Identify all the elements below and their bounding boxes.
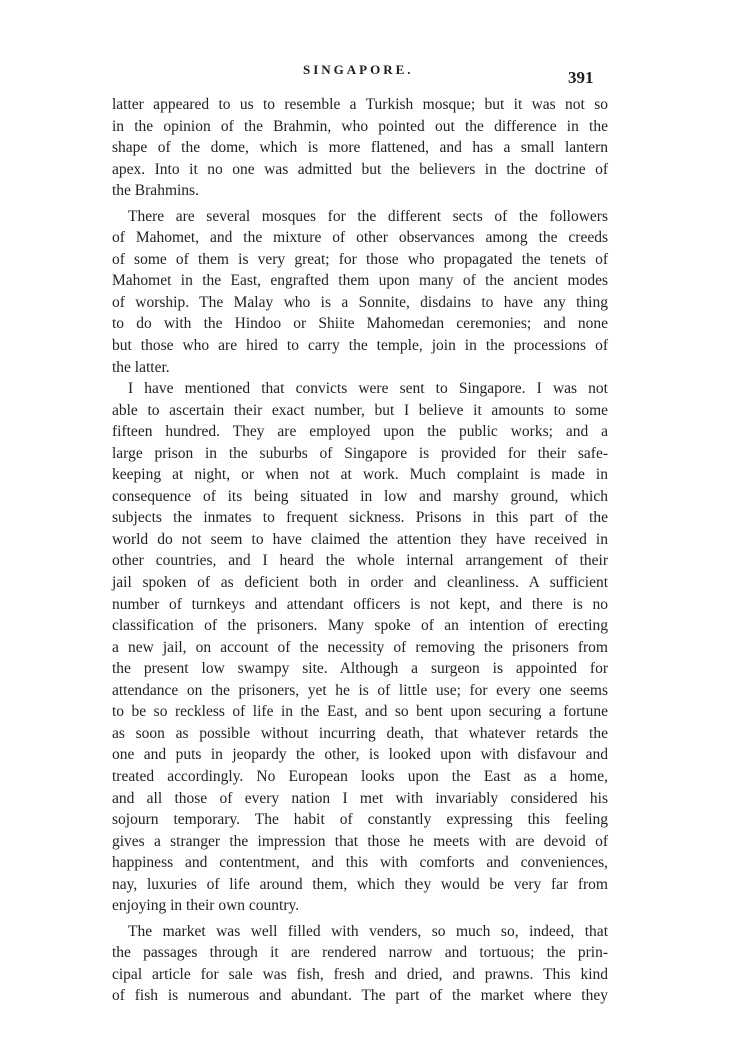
text-line: The market was well filled with venders, so much so, indeed, that bbox=[128, 922, 608, 940]
text-line: shape of the dome, which is more flattened, and has a small lantern bbox=[112, 139, 608, 157]
text-line: gives a stranger the impression that those he meets with are devoid of bbox=[112, 832, 608, 850]
text-line: fifteen hundred. They are employed upon the public works; and a bbox=[112, 423, 608, 441]
text-line: I have mentioned that convicts were sent to Singapore. I was not bbox=[128, 380, 608, 398]
text-line: to be so reckless of life in the East, and so bent upon securing a fortune bbox=[112, 703, 608, 721]
text-line: Mahomet in the East, engrafted them upon many of the ancient modes bbox=[112, 272, 608, 290]
text-line: attendance on the prisoners, yet he is of little use; for every one seems bbox=[112, 681, 608, 699]
text-line: a new jail, on account of the necessity of removing the prisoners from bbox=[112, 638, 608, 656]
text-line: sojourn temporary. The habit of constantly expressing this feeling bbox=[112, 811, 608, 829]
text-line: subjects the inmates to frequent sickness. Prisons in this part of the bbox=[112, 509, 608, 527]
running-title: SINGAPORE. bbox=[303, 62, 414, 77]
text-line: of some of them is very great; for those who propagated the tenets of bbox=[112, 250, 608, 268]
text-line: nay, luxuries of life around them, which they would be very far from bbox=[112, 875, 608, 893]
text-line: as soon as possible without incurring death, that whatever retards the bbox=[112, 724, 608, 742]
text-line: latter appeared to us to resemble a Turkish mosque; but it was not so bbox=[112, 96, 608, 113]
text-line: the passages through it are rendered narrow and tortuous; the prin- bbox=[112, 944, 608, 962]
text-line: of worship. The Malay who is a Sonnite, disdains to have any thing bbox=[112, 293, 608, 311]
text-line: the latter. bbox=[112, 358, 170, 376]
text-line: to do with the Hindoo or Shiite Mahomedan ceremonies; and none bbox=[112, 315, 608, 333]
text-line: one and puts in jeopardy the other, is looked upon with disfavour and bbox=[112, 746, 608, 764]
text-line: of Mahomet, and the mixture of other observances among the creeds bbox=[112, 229, 608, 247]
page-number: 391 bbox=[568, 68, 594, 87]
text-line: treated accordingly. No European looks upon the East as a home, bbox=[112, 767, 608, 785]
text-line: other countries, and I heard the whole internal arrangement of their bbox=[112, 552, 608, 570]
text-line: happiness and contentment, and this with comforts and conveniences, bbox=[112, 854, 608, 872]
text-line: in the opinion of the Brahmin, who pointed out the difference in the bbox=[112, 117, 608, 135]
text-line: classification of the prisoners. Many spoke of an intention of erecting bbox=[112, 617, 608, 635]
text-line: large prison in the suburbs of Singapore is provided for their safe- bbox=[112, 444, 608, 462]
text-line: apex. Into it no one was admitted but the believers in the doctrine of bbox=[112, 160, 608, 178]
text-line: the present low swampy site. Although a surgeon is appointed for bbox=[112, 660, 608, 678]
text-line: and all those of every nation I met with invariably considered his bbox=[112, 789, 608, 807]
text-line: the Brahmins. bbox=[112, 182, 199, 200]
body-text bbox=[112, 94, 608, 1007]
text-line: of fish is numerous and abundant. The part of the market where they bbox=[112, 987, 608, 1005]
text-line: world do not seem to have claimed the attention they have received in bbox=[112, 530, 608, 548]
text-line: enjoying in their own country. bbox=[112, 897, 300, 915]
text-line: number of turnkeys and attendant officers is not kept, and there is no bbox=[112, 595, 608, 613]
text-line: able to ascertain their exact number, but I believe it amounts to some bbox=[112, 401, 608, 419]
text-line: but those who are hired to carry the temple, join in the processions of bbox=[112, 337, 608, 355]
text-line: keeping at night, or when not at work. Much complaint is made in bbox=[112, 466, 608, 484]
text-line: consequence of its being situated in low and marshy ground, which bbox=[112, 487, 608, 505]
text-line: jail spoken of as deficient both in order and cleanliness. A sufficient bbox=[112, 574, 608, 592]
text-line: cipal article for sale was fish, fresh and dried, and prawns. This kind bbox=[112, 965, 608, 983]
text-line: There are several mosques for the different sects of the followers bbox=[128, 207, 608, 225]
